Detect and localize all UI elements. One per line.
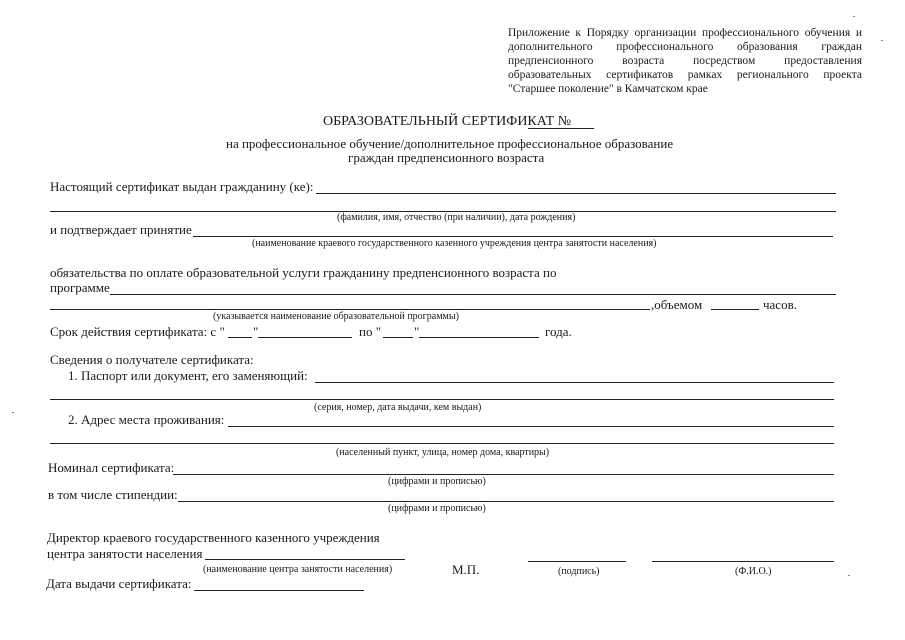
nominal-label: Номинал сертификата: <box>48 460 175 475</box>
recipient-info-heading: Сведения о получателе сертификата: <box>50 352 254 367</box>
issue-date-field[interactable] <box>194 590 364 591</box>
address-field[interactable] <box>228 426 834 427</box>
validity-from-day-field[interactable] <box>228 337 252 338</box>
certificate-subtitle-1: на профессиональное обучение/дополнительное профессиональное образование <box>226 136 674 151</box>
hours-label: часов. <box>763 297 797 312</box>
validity-to-day-field[interactable] <box>383 337 413 338</box>
certificate-title: ОБРАЗОВАТЕЛЬНЫЙ СЕРТИФИКАТ № <box>323 114 572 129</box>
address-label: 2. Адрес места проживания: <box>68 412 225 427</box>
scan-speck <box>881 40 883 41</box>
stipend-label: в том числе стипендии: <box>48 487 178 502</box>
program-name-field[interactable] <box>110 294 836 295</box>
appendix-line-4: образовательных сертификатов рамках регионального проекта <box>508 69 862 81</box>
stipend-field[interactable] <box>178 501 834 502</box>
passport-field-2[interactable] <box>50 399 834 400</box>
nominal-field[interactable] <box>173 474 834 475</box>
appendix-line-1: Приложение к Порядку организации профессионального обучения и <box>508 27 862 39</box>
program-label: программе <box>50 280 110 295</box>
scan-speck <box>853 16 855 17</box>
fio-caption: (Ф.И.О.) <box>735 566 772 577</box>
issued-to-caption: (фамилия, имя, отчество (при наличии), дата рождения) <box>337 212 576 223</box>
validity-label: Срок действия сертификата: с " <box>50 324 225 339</box>
scan-speck <box>12 412 14 413</box>
employment-center-field[interactable] <box>193 236 833 237</box>
quote-close-1: " <box>253 324 259 339</box>
appendix-header <box>508 26 862 96</box>
appendix-line-5: "Старшее поколение" в Камчатском крае <box>508 83 708 95</box>
center-name-field[interactable] <box>205 559 405 560</box>
validity-from-month-field[interactable] <box>258 337 352 338</box>
certificate-subtitle-2: граждан предпенсионного возраста <box>348 150 545 165</box>
director-title-1: Директор краевого государственного казенного учреждения <box>47 530 380 545</box>
confirms-caption: (наименование краевого государственного казенного учреждения центра занятости населения) <box>252 238 657 249</box>
appendix-line-3: предпенсионного возраста посредством предоставления <box>508 55 862 67</box>
scan-speck <box>848 575 850 576</box>
stipend-caption: (цифрами и прописью) <box>388 503 486 514</box>
obligation-text: обязательства по оплате образовательной услуги гражданину предпенсионного возраста по <box>50 265 557 280</box>
signature-field[interactable] <box>528 561 626 562</box>
certificate-number-field[interactable] <box>528 128 594 129</box>
quote-close-2: " <box>414 324 420 339</box>
validity-to-month-field[interactable] <box>419 337 539 338</box>
issue-date-label: Дата выдачи сертификата: <box>46 576 192 591</box>
validity-to-label: по " <box>359 324 382 339</box>
appendix-line-2: дополнительного профессионального образования граждан <box>508 41 862 53</box>
passport-caption: (серия, номер, дата выдачи, кем выдан) <box>314 402 482 413</box>
passport-label: 1. Паспорт или документ, его заменяющий: <box>68 368 308 383</box>
center-caption: (наименование центра занятости населения) <box>203 564 393 575</box>
volume-hours-field[interactable] <box>711 309 759 310</box>
stamp-label: М.П. <box>452 562 480 577</box>
program-caption: (указывается наименование образовательной программы) <box>213 311 459 322</box>
fio-field[interactable] <box>652 561 834 562</box>
program-name-field-2[interactable] <box>50 309 650 310</box>
recipient-name-field[interactable] <box>316 193 836 194</box>
passport-field[interactable] <box>315 382 834 383</box>
year-label: года. <box>545 324 572 339</box>
issued-to-label: Настоящий сертификат выдан гражданину (ке): <box>50 179 314 194</box>
address-field-2[interactable] <box>50 443 834 444</box>
director-title-2: центра занятости населения <box>47 546 203 561</box>
signature-caption: (подпись) <box>558 566 600 577</box>
confirms-label: и подтверждает принятие <box>50 222 192 237</box>
nominal-caption: (цифрами и прописью) <box>388 476 486 487</box>
address-caption: (населенный пункт, улица, номер дома, квартиры) <box>336 447 550 458</box>
volume-label: ,объемом <box>651 297 703 312</box>
